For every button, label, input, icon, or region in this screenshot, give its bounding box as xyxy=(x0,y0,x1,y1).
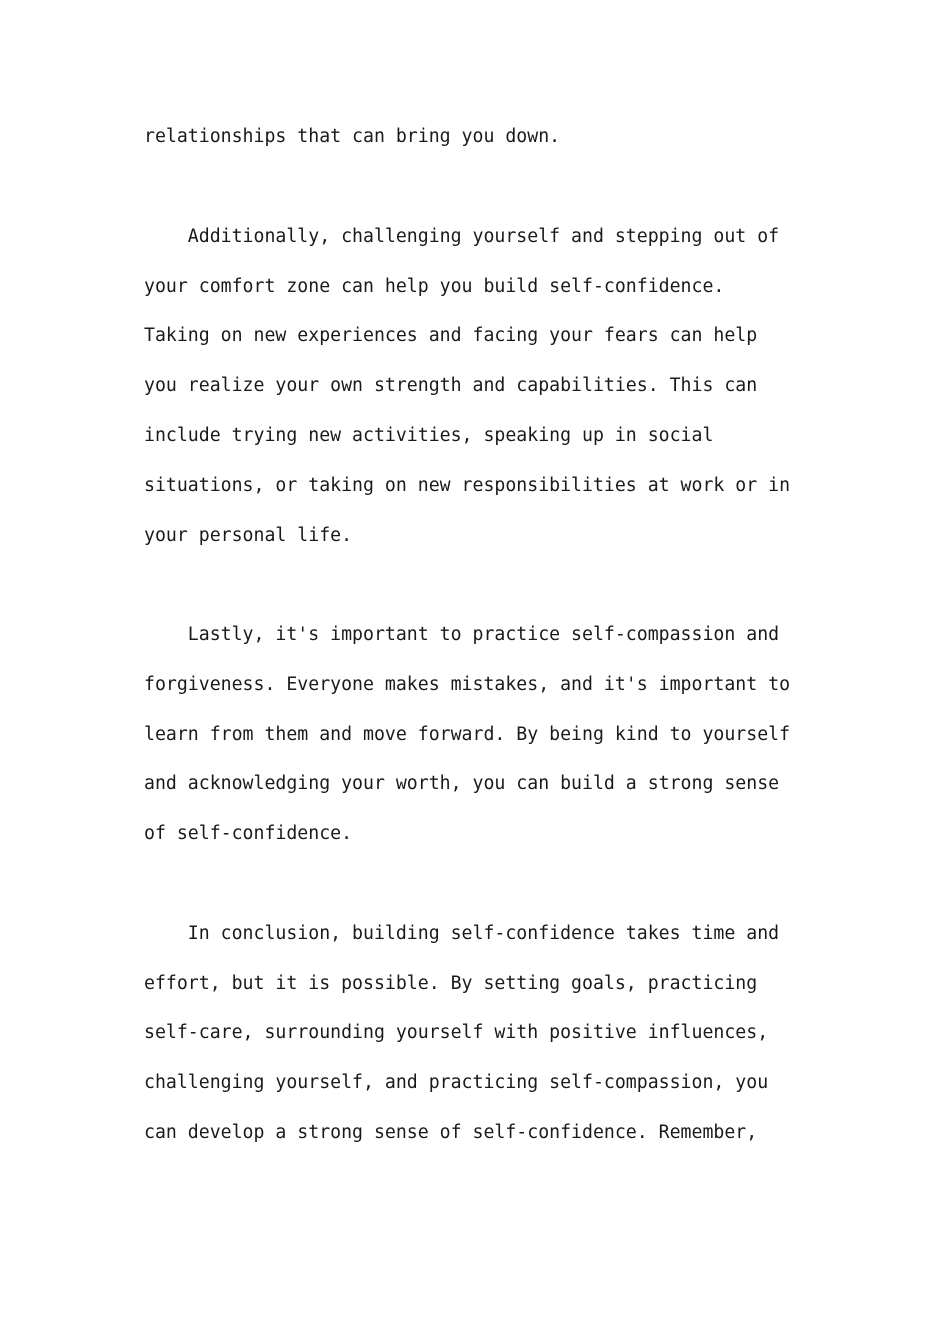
text-line: forgiveness. Everyone makes mistakes, and it's important to xyxy=(144,674,791,695)
text-line: you realize your own strength and capabilities. This can xyxy=(144,375,758,396)
text-line: of self-confidence. xyxy=(144,823,353,844)
text-line: can develop a strong sense of self-confidence. Remember, xyxy=(144,1122,758,1143)
text-line: and acknowledging your worth, you can build a strong sense xyxy=(144,773,780,794)
text-line: your comfort zone can help you build self-confidence. xyxy=(144,276,725,297)
text-line: learn from them and move forward. By being kind to yourself xyxy=(144,724,791,745)
text-line: include trying new activities, speaking up in social xyxy=(144,425,714,446)
text-line: In conclusion, building self-confidence takes time and xyxy=(144,923,780,944)
text-line: relationships that can bring you down. xyxy=(144,126,561,147)
text-line: Additionally, challenging yourself and stepping out of xyxy=(144,226,780,247)
text-line: Taking on new experiences and facing your fears can help xyxy=(144,325,758,346)
text-line: self-care, surrounding yourself with positive influences, xyxy=(144,1022,769,1043)
text-line: Lastly, it's important to practice self-compassion and xyxy=(144,624,780,645)
text-line: effort, but it is possible. By setting goals, practicing xyxy=(144,973,758,994)
text-line: your personal life. xyxy=(144,525,353,546)
text-line: situations, or taking on new responsibilities at work or in xyxy=(144,475,791,496)
text-line: challenging yourself, and practicing self-compassion, you xyxy=(144,1072,769,1093)
